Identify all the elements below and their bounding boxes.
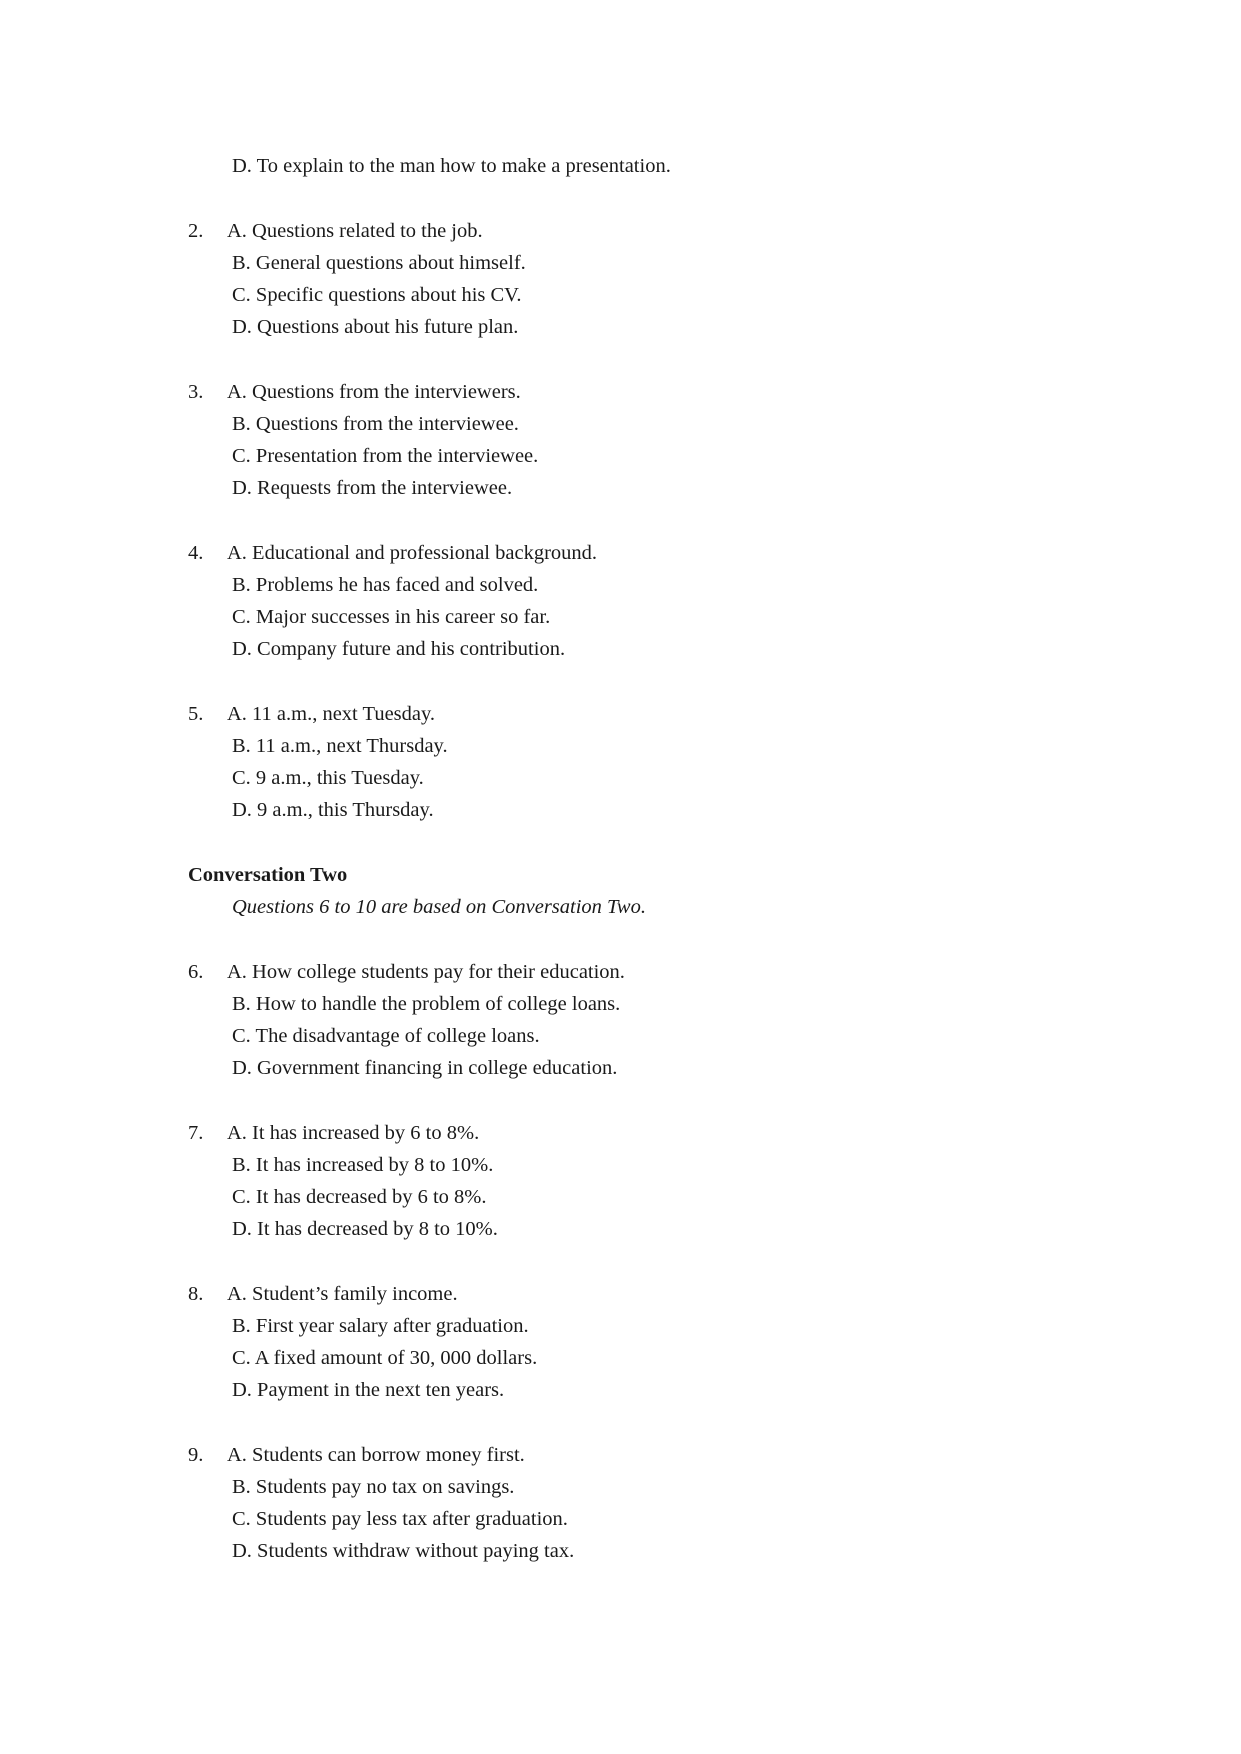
question-number: 9. xyxy=(188,1444,204,1466)
option-a: A. It has increased by 6 to 8%. xyxy=(227,1122,480,1144)
question-number: 4. xyxy=(188,542,204,564)
option-d: D. It has decreased by 8 to 10%. xyxy=(232,1218,498,1240)
option-a: A. How college students pay for their education. xyxy=(227,961,625,983)
question-number: 5. xyxy=(188,703,204,725)
option-d: D. Questions about his future plan. xyxy=(232,316,519,338)
option-d: D. Requests from the interviewee. xyxy=(232,477,513,499)
option-c: C. The disadvantage of college loans. xyxy=(232,1025,540,1047)
option-d: D. Payment in the next ten years. xyxy=(232,1379,505,1401)
option-a: A. 11 a.m., next Tuesday. xyxy=(227,703,436,725)
question-number: 8. xyxy=(188,1283,204,1305)
question-number: 3. xyxy=(188,381,204,403)
option-c: C. Students pay less tax after graduation. xyxy=(232,1508,568,1530)
option-b: B. First year salary after graduation. xyxy=(232,1315,529,1337)
option-c: C. A fixed amount of 30, 000 dollars. xyxy=(232,1347,538,1369)
option-c: C. Presentation from the interviewee. xyxy=(232,445,539,467)
option-b: B. It has increased by 8 to 10%. xyxy=(232,1154,494,1176)
option-b: B. Students pay no tax on savings. xyxy=(232,1476,515,1498)
question-number: 6. xyxy=(188,961,204,983)
question-number: 2. xyxy=(188,220,204,242)
option-c: C. Specific questions about his CV. xyxy=(232,284,522,306)
section-heading: Conversation Two xyxy=(188,864,348,886)
option-d: D. Students withdraw without paying tax. xyxy=(232,1540,575,1562)
option-a: A. Student’s family income. xyxy=(227,1283,458,1305)
option-c: C. Major successes in his career so far. xyxy=(232,606,551,628)
q1-option-d: D. To explain to the man how to make a presentation. xyxy=(232,155,671,177)
option-b: B. General questions about himself. xyxy=(232,252,526,274)
option-d: D. 9 a.m., this Thursday. xyxy=(232,799,434,821)
option-b: B. Problems he has faced and solved. xyxy=(232,574,539,596)
option-d: D. Government financing in college education. xyxy=(232,1057,618,1079)
option-b: B. How to handle the problem of college loans. xyxy=(232,993,621,1015)
option-a: A. Questions from the interviewers. xyxy=(227,381,521,403)
option-d: D. Company future and his contribution. xyxy=(232,638,566,660)
section-instruction: Questions 6 to 10 are based on Conversation Two. xyxy=(232,896,646,918)
option-b: B. Questions from the interviewee. xyxy=(232,413,519,435)
option-a: A. Educational and professional background. xyxy=(227,542,598,564)
option-b: B. 11 a.m., next Thursday. xyxy=(232,735,448,757)
option-a: A. Students can borrow money first. xyxy=(227,1444,525,1466)
option-a: A. Questions related to the job. xyxy=(227,220,483,242)
question-number: 7. xyxy=(188,1122,204,1144)
option-c: C. It has decreased by 6 to 8%. xyxy=(232,1186,487,1208)
option-c: C. 9 a.m., this Tuesday. xyxy=(232,767,424,789)
